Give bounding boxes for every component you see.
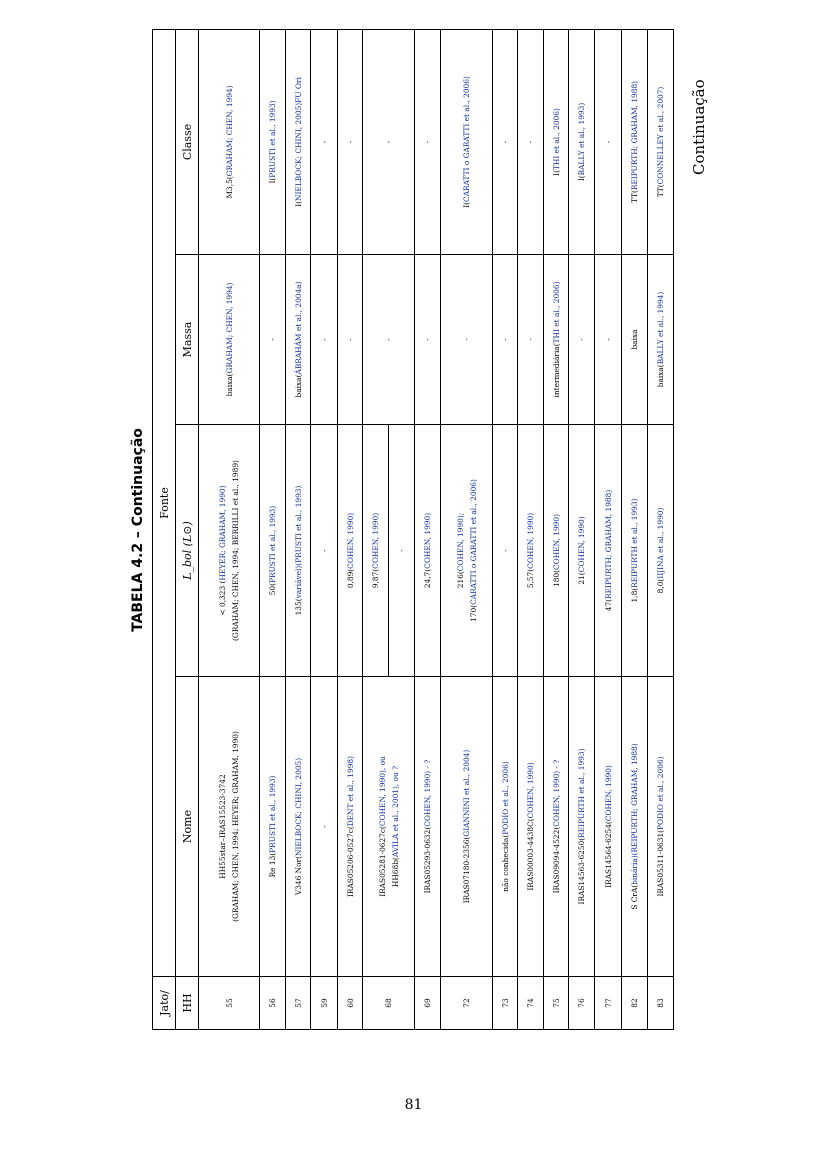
cell-hh xyxy=(648,977,674,1030)
cell-massa-line: baixa(BALLY et al., 1994) xyxy=(656,291,665,388)
cell-hh-line: 59 xyxy=(319,998,329,1008)
cell-lbol-line: 50(PRUSTI et al., 1993) xyxy=(268,505,277,596)
table-row xyxy=(441,29,493,1029)
table-row xyxy=(311,29,338,1029)
cell-hh xyxy=(569,977,595,1030)
cell-nome-line: IRAS14563-6250(REIPURTH et al., 1993) xyxy=(577,748,586,905)
cell-lbol-line: - xyxy=(319,549,329,552)
cell-massa-line: - xyxy=(462,338,471,341)
header-nome: Nome xyxy=(176,677,199,977)
cell-classe xyxy=(363,29,415,254)
cell-massa-line: - xyxy=(423,338,432,341)
cell-massa-line: - xyxy=(345,338,355,341)
cell-nome xyxy=(338,677,363,977)
cell-classe xyxy=(415,29,441,254)
cell-hh-line: 55 xyxy=(224,998,234,1008)
cell-massa-line: - xyxy=(384,338,393,341)
table-row xyxy=(363,29,415,1029)
cell-massa xyxy=(493,255,518,425)
cell-classe xyxy=(493,29,518,254)
cell-massa-line: baixa xyxy=(630,329,639,350)
cell-classe-line: - xyxy=(603,140,613,144)
cell-nome xyxy=(622,677,648,977)
cell-lbol xyxy=(441,425,493,677)
cell-classe xyxy=(199,29,260,254)
cell-lbol-line: 135(variável)(PRUSTI et al., 1993) xyxy=(293,485,303,616)
cell-nome xyxy=(441,677,493,977)
cell-classe xyxy=(518,29,544,254)
cell-massa-line: baixa(ÁBRAHÁM et al., 2004a) xyxy=(293,281,303,398)
header-lbol: L_bol (L⊙) xyxy=(176,425,199,677)
cell-lbol xyxy=(493,425,518,677)
table-row xyxy=(415,29,441,1029)
data-table xyxy=(152,29,674,1030)
table-body xyxy=(199,29,674,1029)
cell-nome-line: IRAS05281-0627c(COHEN, 1990), ou xyxy=(377,756,387,897)
header-row-top xyxy=(153,29,176,1029)
cell-classe xyxy=(286,29,311,254)
cell-massa xyxy=(441,255,493,425)
cell-classe xyxy=(441,29,493,254)
cell-massa xyxy=(569,255,595,425)
cell-massa-line: intermediária(THI et al., 2006) xyxy=(551,281,561,398)
cell-lbol xyxy=(286,425,311,677)
cell-classe-line: - xyxy=(345,140,355,144)
cell-classe xyxy=(595,29,622,254)
cell-hh-line: 77 xyxy=(603,998,613,1008)
cell-lbol-line: 5,57(COHEN, 1990) xyxy=(526,512,535,589)
cell-hh-line: 60 xyxy=(345,998,355,1008)
cell-classe xyxy=(622,29,648,254)
cell-classe xyxy=(260,29,286,254)
cell-massa xyxy=(363,255,415,425)
cell-lbol-line: 47(REIPURTH; GRAHAM, 1988) xyxy=(603,489,613,612)
table-row xyxy=(622,29,648,1029)
cell-classe-line: M3,5(GRAHAM; CHEN, 1994) xyxy=(224,85,234,199)
cell-classe-line: I(BALLY et al., 1993) xyxy=(577,102,586,182)
cell-lbol xyxy=(338,425,363,677)
header-hh: HH xyxy=(176,977,199,1030)
cell-classe xyxy=(311,29,338,254)
cell-lbol-line: 1,8(REIPURTH et al., 1993) xyxy=(630,498,639,603)
cell-classe xyxy=(569,29,595,254)
cell-nome xyxy=(544,677,569,977)
cell-nome xyxy=(286,677,311,977)
cell-nome xyxy=(493,677,518,977)
cell-lbol xyxy=(363,425,415,677)
cell-lbol-line: 170(CARATTI o GARATTI et al., 2006) xyxy=(468,479,478,622)
cell-nome xyxy=(311,677,338,977)
cell-lbol xyxy=(595,425,622,677)
cell-nome xyxy=(199,677,260,977)
table-row xyxy=(260,29,286,1029)
cell-nome-line: HH68b(AVILA et al., 2001), ou ? xyxy=(390,765,400,888)
cell-lbol xyxy=(544,425,569,677)
cell-massa xyxy=(622,255,648,425)
cell-nome-line: HH55star–IRAS15523-3742 xyxy=(218,774,227,879)
table-row xyxy=(199,29,260,1029)
cell-hh-line: 73 xyxy=(500,998,510,1008)
cell-hh xyxy=(415,977,441,1030)
cell-classe-line: I(PRUSTI et al., 1993) xyxy=(268,100,277,184)
cell-nome xyxy=(415,677,441,977)
cell-massa-line: - xyxy=(577,338,586,341)
cell-massa xyxy=(286,255,311,425)
cell-classe-line: - xyxy=(319,140,329,144)
cell-lbol-line: 24,7(COHEN, 1990) xyxy=(423,512,432,589)
table-row xyxy=(493,29,518,1029)
cell-classe-line: I(NIELBOCK; CHINI, 2005)FU Ori xyxy=(293,77,303,207)
cell-classe-line: - xyxy=(500,140,510,144)
cell-massa xyxy=(311,255,338,425)
cell-hh xyxy=(363,977,415,1030)
cell-nome xyxy=(260,677,286,977)
cell-hh-line: 68 xyxy=(384,998,393,1008)
cell-lbol xyxy=(199,425,260,677)
cell-lbol-line: 180(COHEN, 1990) xyxy=(551,514,561,587)
cell-nome-line: (GRAHAM; CHEN, 1994; HEYER; GRAHAM, 1990) xyxy=(231,731,240,922)
cell-lbol-line: 216(COHEN, 1990); xyxy=(455,512,465,589)
cell-hh xyxy=(199,977,260,1030)
cell-massa-line: - xyxy=(319,338,329,341)
header-massa: Massa xyxy=(176,255,199,425)
table-row xyxy=(286,29,311,1029)
cell-classe-line: TT(CONNELLEY et al., 2007) xyxy=(656,86,665,198)
cell-classe xyxy=(544,29,569,254)
cell-lbol-line: 9,87(COHEN, 1990) xyxy=(363,425,389,676)
cell-massa xyxy=(338,255,363,425)
header-row-bottom xyxy=(176,29,199,1029)
cell-nome xyxy=(569,677,595,977)
cell-massa xyxy=(648,255,674,425)
cell-nome xyxy=(363,677,415,977)
cell-hh xyxy=(260,977,286,1030)
cell-lbol xyxy=(415,425,441,677)
header-jato: Jato/ xyxy=(153,977,176,1030)
cell-nome xyxy=(595,677,622,977)
cell-nome xyxy=(518,677,544,977)
cell-hh-line: 76 xyxy=(577,998,586,1008)
cell-hh xyxy=(311,977,338,1030)
cell-hh xyxy=(518,977,544,1030)
cell-hh xyxy=(286,977,311,1030)
continuation-note: Continuação xyxy=(690,79,708,175)
cell-lbol xyxy=(648,425,674,677)
cell-nome-line: IRAS09094-4522(COHEN, 1990) - ? xyxy=(551,759,561,894)
cell-massa xyxy=(544,255,569,425)
cell-nome xyxy=(648,677,674,977)
cell-hh-line: 69 xyxy=(423,998,432,1008)
cell-massa-line: - xyxy=(500,338,510,341)
cell-nome-line: IRAS05293-0632(COHEN, 1990) - ? xyxy=(423,759,432,894)
table-row xyxy=(544,29,569,1029)
cell-nome-line: não conhecida(PODIO et al., 2006) xyxy=(500,761,510,892)
cell-classe xyxy=(338,29,363,254)
table-caption: TABELA 4.2 – Continuação xyxy=(130,428,146,632)
cell-nome-line: IRAS05206-0527c(DENT et al., 1998) xyxy=(345,756,355,898)
cell-lbol xyxy=(622,425,648,677)
header-classe: Classe xyxy=(176,29,199,254)
cell-nome-line: IRAS07180-2356(GIANNINI et al., 2004) xyxy=(462,749,471,904)
cell-hh-line: 82 xyxy=(630,998,639,1008)
cell-hh-line: 72 xyxy=(462,998,471,1008)
cell-classe-line: - xyxy=(384,140,393,144)
cell-lbol xyxy=(569,425,595,677)
cell-hh xyxy=(441,977,493,1030)
cell-lbol-line: 21(COHEN, 1990) xyxy=(577,516,586,585)
cell-massa xyxy=(199,255,260,425)
cell-classe-line: - xyxy=(423,140,432,144)
cell-nome-line: - xyxy=(319,825,329,828)
cell-massa-line: - xyxy=(526,338,535,341)
cell-massa xyxy=(595,255,622,425)
cell-nome-line: V346 Nor(NIELBOCK; CHINI, 2005) xyxy=(293,757,303,896)
cell-nome-line: IRAS14564-6254(COHEN, 1990) xyxy=(603,765,613,888)
cell-nome-line: IRAS05311-0631(PODIO et al., 2006) xyxy=(656,756,665,897)
cell-nome-line: S CrA(binária)(REIPURTH; GRAHAM, 1988) xyxy=(630,743,639,910)
cell-hh-line: 57 xyxy=(293,998,303,1008)
cell-massa-line: baixa(GRAHAM; CHEN, 1994) xyxy=(224,282,234,397)
cell-hh xyxy=(338,977,363,1030)
cell-massa xyxy=(415,255,441,425)
cell-classe-line: I(THI et al., 2006) xyxy=(551,108,561,176)
cell-lbol-line: - xyxy=(397,549,406,552)
cell-lbol-line: (GRAHAM; CHEN, 1994; BERRILLI et al., 1989) xyxy=(231,460,240,641)
rotated-table-page xyxy=(130,30,710,1030)
cell-massa xyxy=(518,255,544,425)
page-number: 81 xyxy=(404,1097,423,1113)
cell-nome-line: IRAS00003-4438C(COHEN, 1990) xyxy=(526,762,535,891)
cell-hh-line: 56 xyxy=(268,998,277,1008)
cell-classe xyxy=(648,29,674,254)
cell-hh-line: 74 xyxy=(526,998,535,1008)
cell-lbol-line: - xyxy=(500,549,510,552)
cell-classe-line: I(CARATTI o GARATTI et al., 2006) xyxy=(462,76,471,208)
cell-lbol-line: 8,0(IIJINA et al., 1990) xyxy=(656,507,665,594)
table-row xyxy=(518,29,544,1029)
cell-hh xyxy=(595,977,622,1030)
cell-hh xyxy=(493,977,518,1030)
cell-hh xyxy=(544,977,569,1030)
cell-classe-line: TT(REIPURTH; GRAHAM, 1988) xyxy=(630,80,639,203)
cell-lbol xyxy=(311,425,338,677)
table-row xyxy=(338,29,363,1029)
cell-hh-line: 75 xyxy=(551,998,561,1008)
table-row xyxy=(569,29,595,1029)
cell-classe-line: - xyxy=(526,140,535,144)
cell-nome-line: Re 13(PRUSTI et al., 1993) xyxy=(268,775,277,878)
cell-lbol-line: < 0,323 (HEYER; GRAHAM, 1990) xyxy=(218,485,227,616)
cell-massa-line: - xyxy=(603,338,613,341)
table-row xyxy=(595,29,622,1029)
cell-massa-line: - xyxy=(268,338,277,341)
cell-massa xyxy=(260,255,286,425)
table-row xyxy=(648,29,674,1029)
cell-lbol-line: 0,89(COHEN, 1990) xyxy=(345,512,355,589)
cell-lbol xyxy=(260,425,286,677)
header-fonte: Fonte xyxy=(153,29,176,976)
cell-lbol xyxy=(518,425,544,677)
cell-hh-line: 83 xyxy=(656,998,665,1008)
cell-hh xyxy=(622,977,648,1030)
